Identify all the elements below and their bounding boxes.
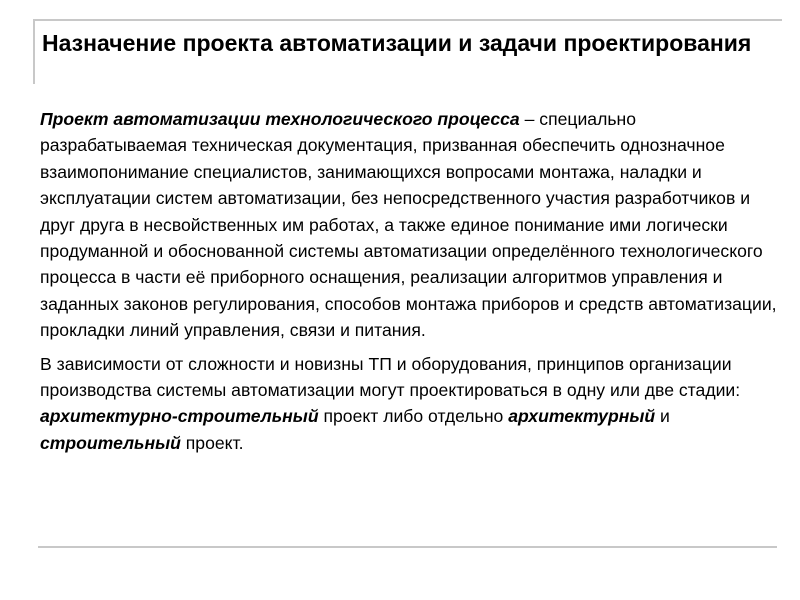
stages-end: проект.	[180, 432, 244, 453]
definition-text: специально разрабатываемая техническая документация, призванная обеспечить однозначное взаимопонимание специалистов, занимающихся вопросами монтажа, наладки и эксплуатации систем автоматизации, без непосредственного участия разработчиков и друг друга в несвойственных им работах, а также единое понимание ими логически продуманной и обоснованной системы автоматизации определённого технологического процесса в части её приборного оснащения, реализации алгоритмов управления и заданных законов регулирования, способов монтажа приборов и средств автоматизации, прокладки линий управления, связи и питания.	[40, 109, 777, 341]
slide-title: Назначение проекта автоматизации и задачи проектирования	[42, 30, 752, 56]
paragraph-stages	[40, 351, 778, 457]
term-construction: строительный	[40, 432, 181, 453]
stages-intro: В зависимости от сложности и новизны ТП и оборудования, принципов организации производства системы автоматизации могут проектироваться в одну или две стадии:	[40, 353, 741, 401]
term-architectural-construction: архитектурно-строительный	[40, 406, 319, 427]
bottom-divider	[38, 546, 777, 548]
stages-middle: проект либо отдельно	[318, 406, 509, 427]
slide-content	[40, 106, 778, 456]
stages-and: и	[655, 406, 670, 427]
left-divider	[33, 19, 35, 84]
top-divider	[33, 19, 782, 21]
definition-dash: –	[519, 109, 540, 129]
paragraph-definition	[40, 106, 778, 344]
term-architectural: архитектурный	[508, 406, 656, 427]
defined-term: Проект автоматизации технологического процесса	[40, 109, 520, 129]
